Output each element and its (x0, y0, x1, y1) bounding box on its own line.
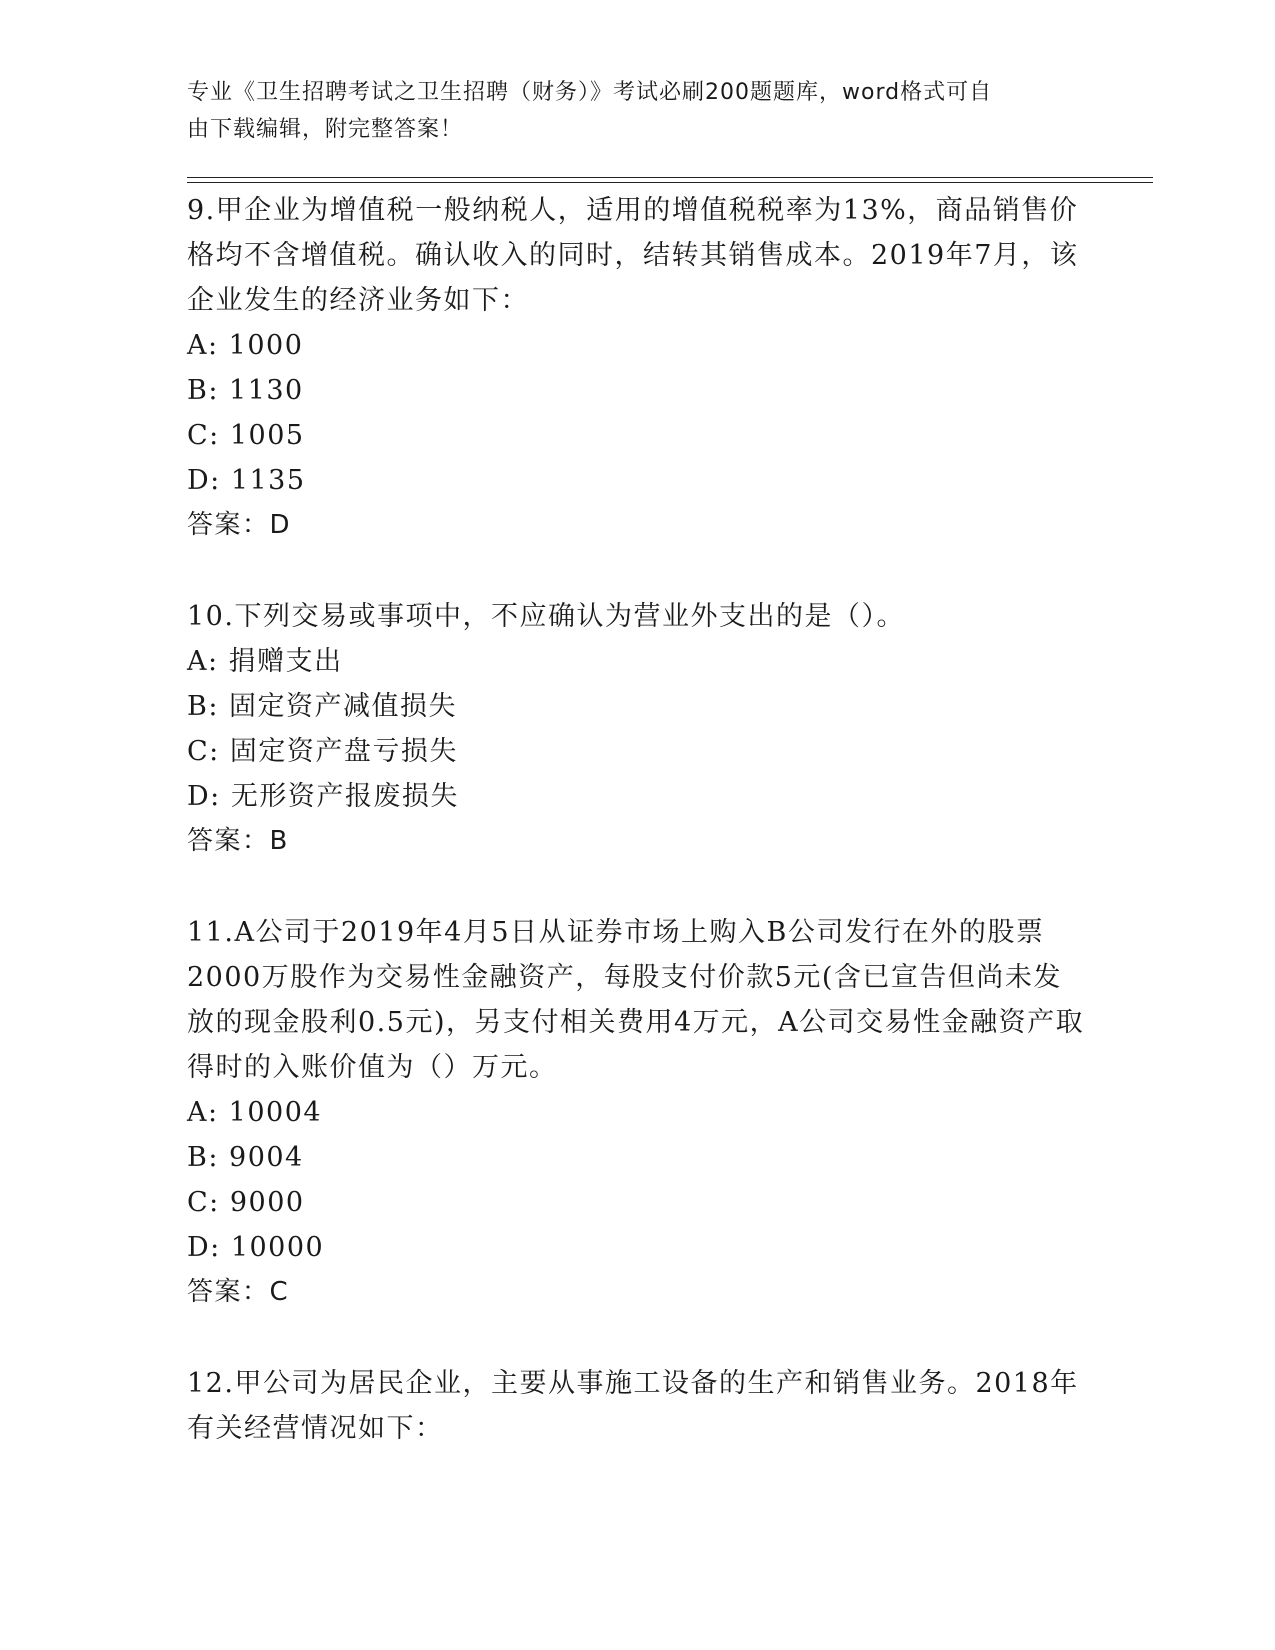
option-c: C: 9000 (187, 1187, 305, 1218)
option-a: A: 捐赠支出 (187, 646, 343, 677)
question-stem: 12.甲公司为居民企业，主要从事施工设备的生产和销售业务。2018年有关经营情况如下： (187, 1368, 1079, 1444)
question-12 (187, 1361, 1087, 1451)
header-divider-top (187, 177, 1153, 178)
question-stem: 10.下列交易或事项中，不应确认为营业外支出的是（）。 (187, 601, 905, 632)
option-b: B: 1130 (187, 375, 304, 406)
question-11 (187, 910, 1087, 1315)
question-list (187, 188, 1087, 1451)
header-line-1: 专业《卫生招聘考试之卫生招聘（财务）》考试必刷200题题库，word格式可自 (187, 80, 993, 105)
option-b: B: 9004 (187, 1142, 304, 1173)
question-stem: 9.甲企业为增值税一般纳税人，适用的增值税税率为13%，商品销售价格均不含增值税。确认收入的同时，结转其销售成本。2019年7月，该企业发生的经济业务如下： (187, 195, 1079, 316)
answer: 答案：C (187, 1277, 290, 1307)
option-a: A: 10004 (187, 1097, 323, 1128)
answer: 答案：B (187, 826, 289, 856)
option-d: D: 无形资产报废损失 (187, 781, 459, 812)
option-a: A: 1000 (187, 330, 304, 361)
question-9 (187, 188, 1087, 548)
option-c: C: 1005 (187, 420, 305, 451)
header-line-2: 由下载编辑，附完整答案！ (187, 117, 464, 142)
option-c: C: 固定资产盘亏损失 (187, 736, 458, 767)
answer: 答案：D (187, 510, 292, 540)
option-d: D: 1135 (187, 465, 306, 496)
question-10 (187, 594, 1087, 864)
document-header (187, 74, 1067, 148)
option-d: D: 10000 (187, 1232, 325, 1263)
question-stem: 11.A公司于2019年4月5日从证券市场上购入B公司发行在外的股票2000万股作为交易性金融资产，每股支付价款5元(含已宣告但尚未发放的现金股利0.5元)，另支付相关费用4万元，A公司交易性金融资产取得时的入账价值为（）万元。 (187, 917, 1085, 1083)
header-divider-bottom (187, 182, 1153, 183)
option-b: B: 固定资产减值损失 (187, 691, 458, 722)
